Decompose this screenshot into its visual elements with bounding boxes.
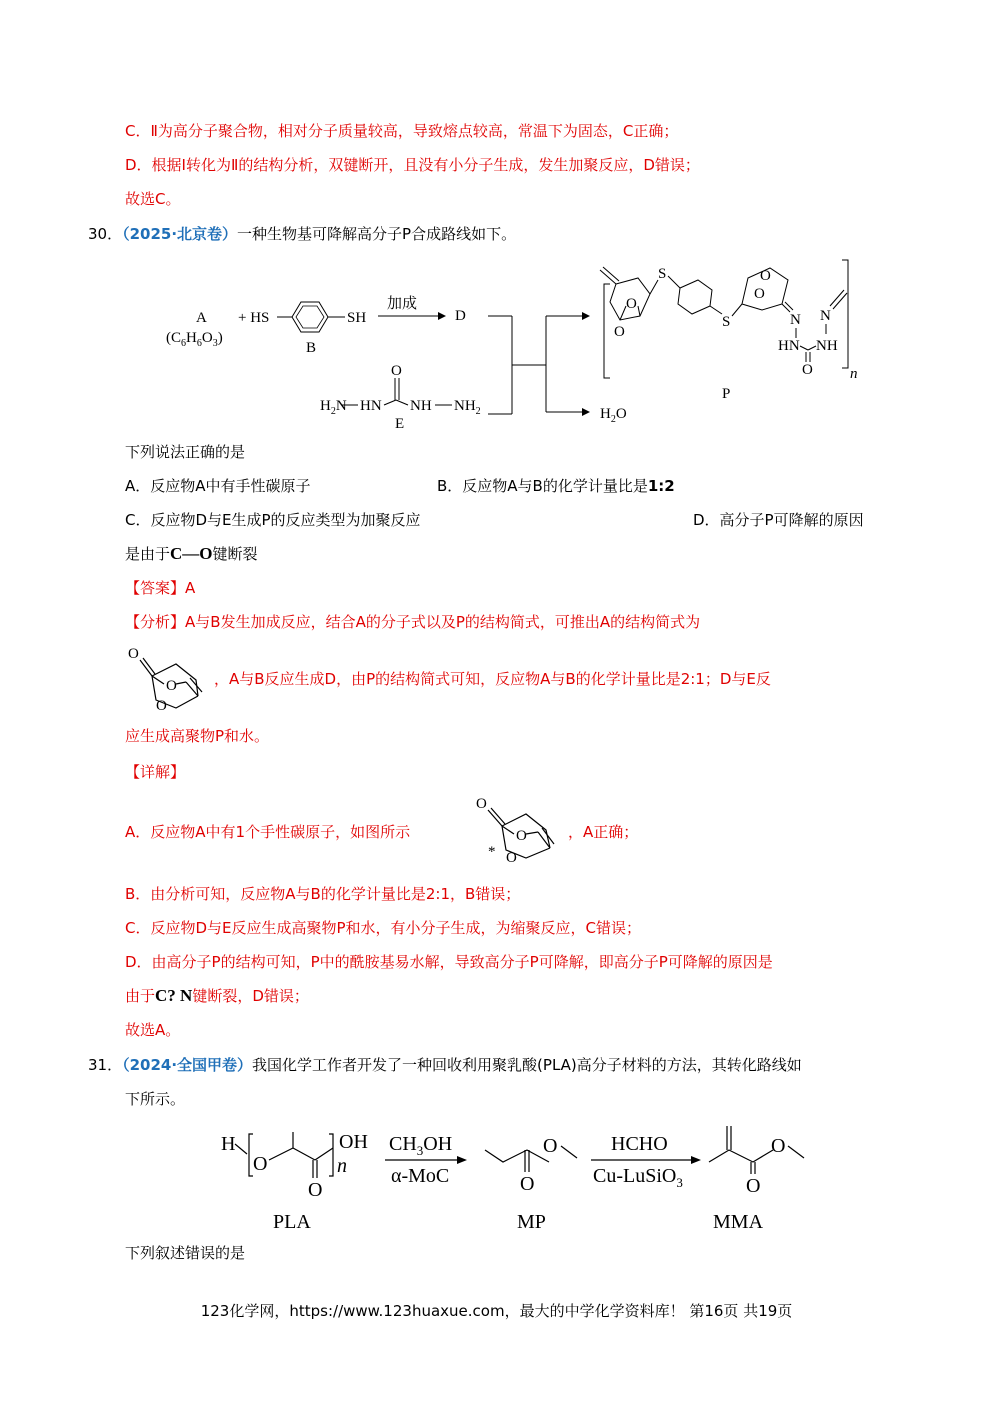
prev-option-d-explanation: D．根据Ⅰ转化为Ⅱ的结构分析，双键断开，且没有小分子生成，发生加聚反应，D错误； bbox=[125, 156, 700, 174]
q30-detail-a-post: ，A正确； bbox=[568, 823, 639, 841]
q30-analysis: 【分析】A与B发生加成反应，结合A的分子式以及P的结构简式，可推出A的结构简式为 bbox=[125, 613, 701, 631]
q30-reaction-scheme bbox=[150, 250, 870, 440]
q30-detail-d: D．由高分子P的结构可知，P中的酰胺基易水解，导致高分子P可降解，即高分子P可降解的原因是 bbox=[125, 953, 773, 971]
pla-oh: OH bbox=[339, 1131, 368, 1153]
mp-ester-o: O bbox=[543, 1135, 558, 1157]
q31-reaction-scheme bbox=[215, 1120, 815, 1235]
q30-detail-c: C．反应物D与E反应生成高聚物P和水，有小分子生成，为缩聚反应，C错误； bbox=[125, 919, 642, 937]
q30-option-c[interactable]: C．反应物D与E生成P的反应类型为加聚反应 bbox=[125, 511, 421, 529]
q30-detail-b: B．由分析可知，反应物A与B的化学计量比是2:1，B错误； bbox=[125, 885, 521, 903]
chiral-carbon-star: * bbox=[488, 844, 496, 860]
chiral-ketone-o: O bbox=[476, 796, 487, 812]
q31-stem-line2: 下所示。 bbox=[125, 1090, 186, 1108]
compound-b-label: B bbox=[306, 340, 317, 356]
polymer-sulfur-2: S bbox=[722, 314, 731, 330]
q30-option-d-continuation: 是由于C—O键断裂 bbox=[125, 544, 258, 563]
pla-carbonyl-o: O bbox=[308, 1179, 323, 1201]
q30-option-d[interactable]: D．高分子P可降解的原因 bbox=[693, 511, 864, 529]
q31-prompt: 下列叙述错误的是 bbox=[125, 1244, 246, 1262]
compound-e-carbonyl-o: O bbox=[391, 363, 402, 379]
compound-a-ring-o: O bbox=[156, 698, 167, 714]
compound-d-label: D bbox=[455, 308, 466, 324]
polymer-sulfur-1: S bbox=[658, 266, 667, 282]
q30-detail-heading: 【详解】 bbox=[125, 763, 186, 781]
compound-a-ketone-o: O bbox=[128, 646, 139, 662]
q30-option-a[interactable]: A．反应物A中有手性碳原子 bbox=[125, 477, 311, 495]
mma-label: MMA bbox=[713, 1211, 764, 1233]
reagent2-bottom: Cu-LuSiO$_3$ bbox=[593, 1165, 683, 1190]
mp-carbonyl-o: O bbox=[520, 1173, 535, 1195]
addition-arrow-label: 加成 bbox=[387, 296, 418, 312]
q30-conclusion: 故选A。 bbox=[125, 1021, 181, 1039]
q30-prompt: 下列说法正确的是 bbox=[125, 443, 246, 461]
compound-e-label: E bbox=[395, 416, 405, 432]
mma-ester-o: O bbox=[771, 1135, 786, 1157]
compound-a-bridge-o: O bbox=[166, 678, 177, 694]
polymer-nh: NH bbox=[816, 338, 838, 354]
compound-e-h2n: $H_2N$ bbox=[320, 398, 347, 417]
polymer-p-n: n bbox=[850, 366, 858, 382]
q31-stem: 31．（2024·全国甲卷）我国化学工作者开发了一种回收利用聚乳酸(PLA)高分子材料的方法，其转化路线如 bbox=[88, 1056, 802, 1074]
polymer-hn: HN bbox=[778, 338, 800, 354]
polymer-ring-o2: O bbox=[614, 324, 625, 340]
compound-e-nh: NH bbox=[410, 398, 432, 414]
page-footer: 123化学网，https://www.123huaxue.com，最大的中学化学资料库！ 第16页 共19页 bbox=[200, 1302, 793, 1320]
polymer-n2: N bbox=[820, 308, 831, 324]
chiral-bridge-o: O bbox=[516, 828, 527, 844]
q30-stem-text: 一种生物基可降解高分子P合成路线如下。 bbox=[237, 225, 517, 243]
polymer-ring-o3: O bbox=[760, 268, 771, 284]
pla-chain-o: O bbox=[253, 1153, 268, 1175]
polymer-ring-o1: O bbox=[626, 296, 637, 312]
compound-a-formula: $(C_6H_6O_3)$ bbox=[166, 330, 223, 349]
reagent1-bottom: α-MoC bbox=[391, 1165, 450, 1187]
mp-label: MP bbox=[517, 1211, 546, 1233]
q30-source: （2025·北京卷） bbox=[122, 225, 238, 243]
compound-a-label: A bbox=[196, 310, 207, 326]
prev-conclusion: 故选C。 bbox=[125, 190, 181, 208]
polymer-ring-o4: O bbox=[754, 286, 765, 302]
pla-label: PLA bbox=[273, 1211, 311, 1233]
compound-a-chiral-structure bbox=[472, 792, 568, 872]
polymer-p-label: P bbox=[722, 386, 731, 402]
pla-n: n bbox=[337, 1155, 347, 1177]
compound-b-sh: SH bbox=[347, 310, 367, 326]
q30-option-b[interactable]: B．反应物A与B的化学计量比是1:2 bbox=[437, 477, 675, 495]
water-product: $H_2O$ bbox=[600, 406, 627, 425]
compound-e-nh2: $NH_2$ bbox=[454, 398, 481, 417]
pla-h: H bbox=[221, 1133, 236, 1155]
q30-answer: 【答案】A bbox=[125, 579, 196, 597]
q30-stem bbox=[88, 224, 516, 244]
mma-carbonyl-o: O bbox=[746, 1175, 761, 1197]
q30-analysis-line3: 应生成高聚物P和水。 bbox=[125, 727, 270, 745]
reagent2-top: HCHO bbox=[611, 1133, 668, 1155]
compound-b-hs: + HS bbox=[238, 310, 270, 326]
compound-e-hn: HN bbox=[360, 398, 382, 414]
q30-detail-d-continuation: 由于C? N键断裂，D错误； bbox=[125, 986, 309, 1005]
chiral-ring-o: O bbox=[506, 850, 517, 866]
reagent1-top: $CH_3OH$ bbox=[389, 1133, 453, 1158]
polymer-n1: N bbox=[790, 312, 801, 328]
q30-number: 30． bbox=[88, 225, 123, 243]
prev-option-c-explanation: C．Ⅱ为高分子聚合物，相对分子质量较高，导致熔点较高，常温下为固态，C正确； bbox=[125, 122, 679, 140]
q30-analysis-line2: ，A与B反应生成D，由P的结构简式可知，反应物A与B的化学计量比是2:1；D与E反 bbox=[214, 670, 771, 688]
q30-detail-a: A．反应物A中有1个手性碳原子，如图所示 bbox=[125, 823, 411, 841]
polymer-carbonyl-o: O bbox=[802, 362, 813, 378]
compound-a-structure bbox=[124, 640, 214, 720]
